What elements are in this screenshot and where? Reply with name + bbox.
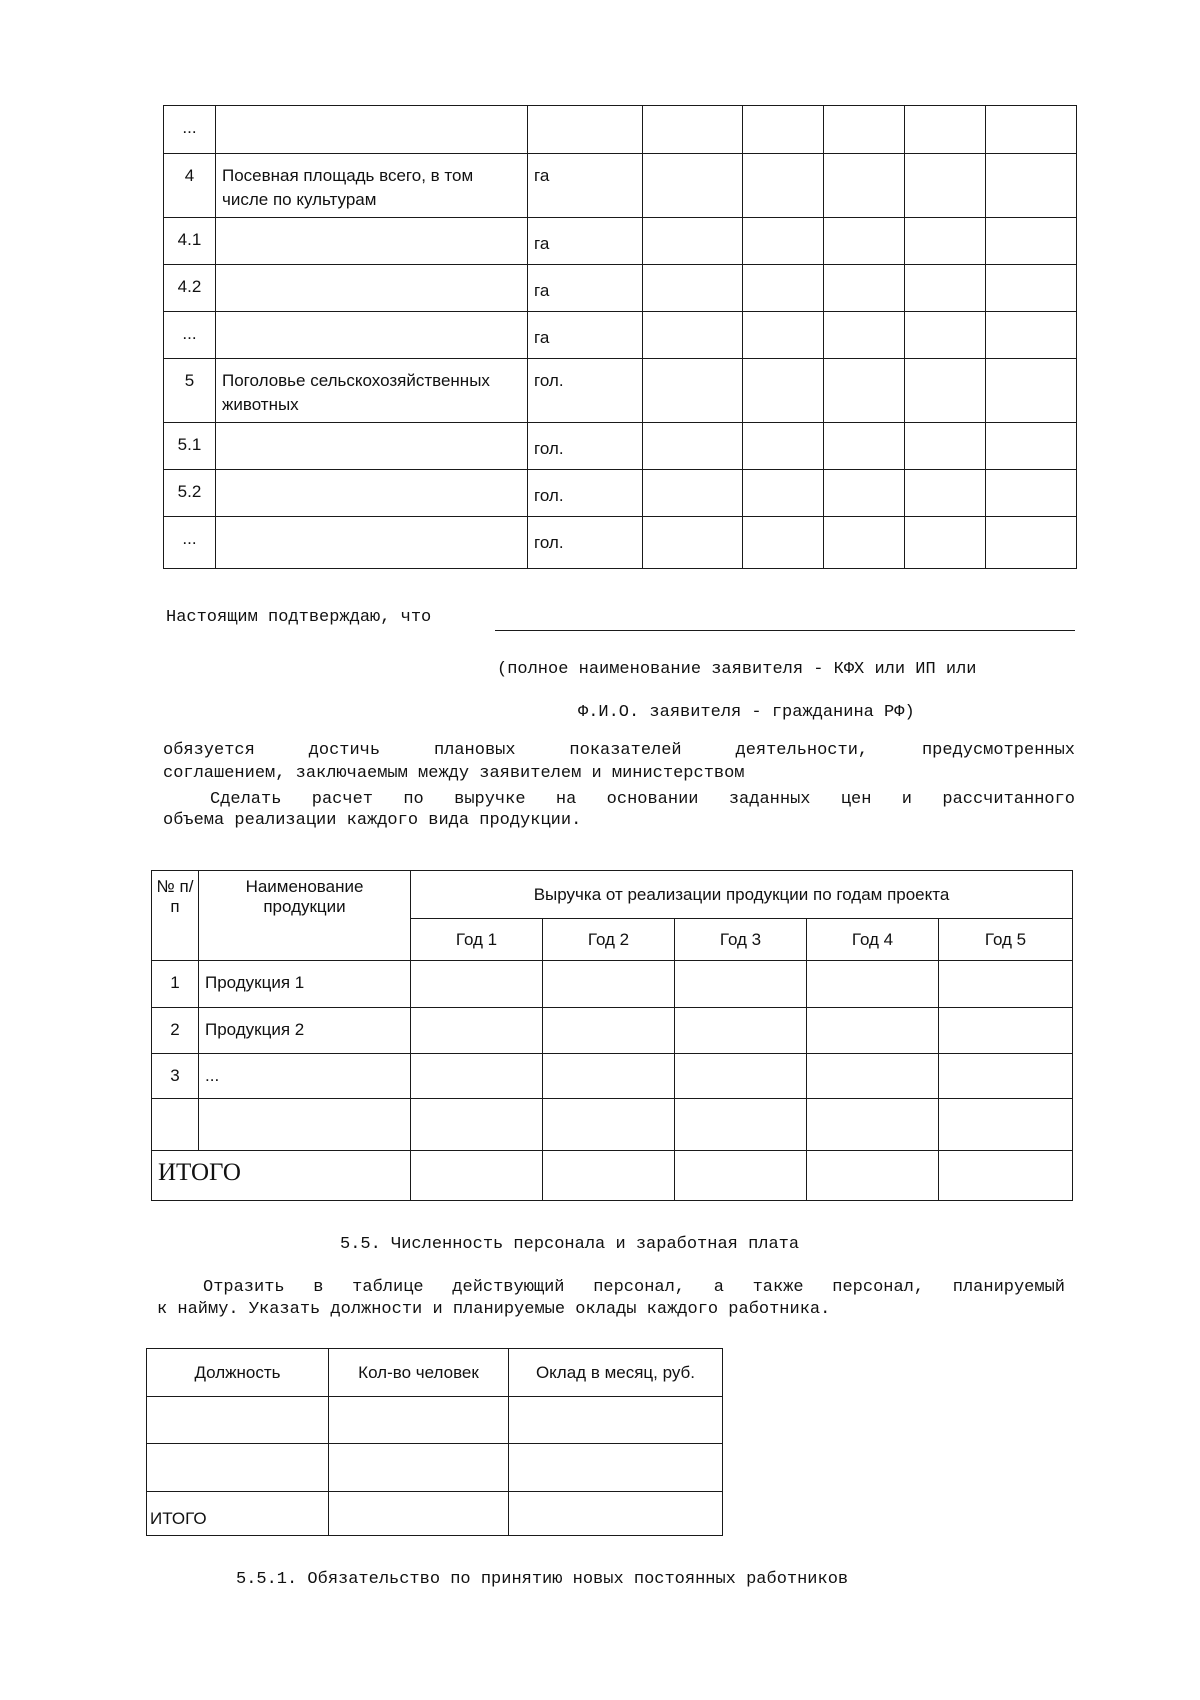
table-row: 5.1 гол.	[164, 423, 1077, 470]
table-row: ...	[164, 106, 1077, 154]
col-header-name: Наименование продукции	[199, 871, 411, 961]
confirm-hint-1: (полное наименование заявителя - КФХ или ИП или	[497, 660, 977, 679]
section-5-5-1-title: 5.5.1. Обязательство по принятию новых постоянных работников	[236, 1570, 849, 1589]
table-row: 3 ...	[152, 1054, 1073, 1099]
col-header-position: Должность	[147, 1349, 329, 1397]
col-header-num: № п/п	[152, 871, 199, 961]
table-row: 5 Поголовье сельскохозяйственных животных гол.	[164, 359, 1077, 423]
col-header-year-1: Год 1	[411, 919, 543, 961]
table-row: 4.2 га	[164, 265, 1077, 312]
section-5-5-title: 5.5. Численность персонала и заработная плата	[340, 1235, 800, 1254]
table-row: 5.2 гол.	[164, 470, 1077, 517]
confirm-hint-2: Ф.И.О. заявителя - гражданина РФ)	[578, 703, 915, 722]
total-label: ИТОГО	[147, 1492, 329, 1536]
table-header-row	[152, 871, 1073, 919]
table-total-row	[152, 1151, 1073, 1201]
col-header-group: Выручка от реализации продукции по годам проекта	[411, 871, 1073, 919]
confirm-line-3: Сделать расчет по выручке на основании заданных цен и рассчитанного	[210, 790, 1075, 809]
indicators-table	[163, 105, 1077, 569]
total-label: ИТОГО	[152, 1151, 411, 1201]
table-row: 4.1 га	[164, 218, 1077, 265]
table-row	[147, 1444, 723, 1492]
table-row: ... га	[164, 312, 1077, 359]
confirm-line-1: обязуется достичь плановых показателей деятельности, предусмотренных	[163, 741, 1075, 760]
revenue-table	[151, 870, 1073, 1201]
col-header-salary: Оклад в месяц, руб.	[509, 1349, 723, 1397]
table-row: ... гол.	[164, 517, 1077, 569]
section-5-5-para-2: к найму. Указать должности и планируемые оклады каждого работника.	[157, 1300, 831, 1319]
col-header-year-3: Год 3	[675, 919, 807, 961]
col-header-year-4: Год 4	[807, 919, 939, 961]
table-row	[152, 1099, 1073, 1151]
col-header-year-2: Год 2	[543, 919, 675, 961]
confirm-underline	[495, 630, 1075, 631]
table-row: 2 Продукция 2	[152, 1008, 1073, 1054]
table-row	[147, 1397, 723, 1444]
confirm-line-2: соглашением, заключаемым между заявителем и министерством	[163, 764, 745, 783]
col-header-count: Кол-во человек	[329, 1349, 509, 1397]
staff-table	[146, 1348, 723, 1536]
table-row: 4 Посевная площадь всего, в том числе по культурам га	[164, 154, 1077, 218]
section-5-5-para-1: Отразить в таблице действующий персонал, а также персонал, планируемый	[203, 1278, 1065, 1297]
confirm-lead: Настоящим подтверждаю, что	[166, 608, 432, 627]
confirm-line-4: объема реализации каждого вида продукции.	[163, 811, 582, 830]
table-header-row	[147, 1349, 723, 1397]
table-row: 1 Продукция 1	[152, 961, 1073, 1008]
col-header-year-5: Год 5	[939, 919, 1073, 961]
table-total-row	[147, 1492, 723, 1536]
